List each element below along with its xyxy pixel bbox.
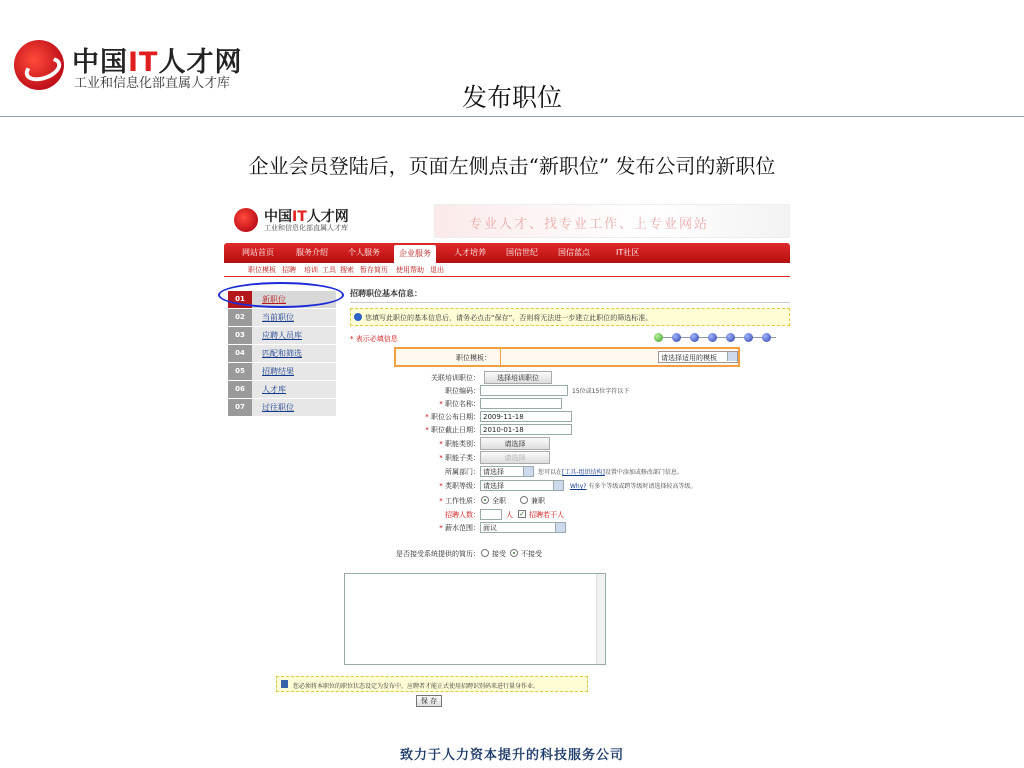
site-logo-name: 中国IT人才网	[264, 209, 349, 225]
sidebar-item-label: 应聘人员库	[262, 331, 302, 340]
nav-enterprise[interactable]: 企业服务	[394, 245, 436, 263]
deadline-label: 职位截止日期：	[431, 426, 480, 434]
subcategory-label: 职能子类：	[445, 454, 480, 462]
salary-select[interactable]: 面议	[480, 522, 566, 533]
level-hint: 有多个等级或跨等级时请选择较高等级。	[588, 483, 697, 490]
nav-services[interactable]: 服务介绍	[296, 248, 328, 257]
subnav-saved-resumes[interactable]: 暂存简历	[360, 266, 388, 274]
job-description-textarea[interactable]	[344, 573, 606, 665]
chevron-down-icon	[523, 467, 533, 476]
step-dot-icon	[762, 333, 771, 342]
reject-label: 不接受	[521, 550, 542, 558]
level-label: 类职等级：	[445, 482, 480, 490]
reject-radio[interactable]	[510, 549, 518, 557]
subnav-tools[interactable]: 工具	[322, 266, 336, 274]
system-resume-label: 是否接受系统提供的简历：	[396, 550, 480, 558]
site-logo-emblem-icon	[234, 208, 258, 232]
publish-date-input[interactable]: 2009-11-18	[480, 411, 572, 422]
subcategory-button[interactable]: 请选择	[480, 451, 550, 464]
why-link[interactable]: Why?	[570, 483, 587, 490]
sidebar-item-label: 当前职位	[262, 313, 294, 322]
chevron-down-icon	[727, 352, 737, 361]
fulltime-radio[interactable]	[481, 496, 489, 504]
subnav-help[interactable]: 使用帮助	[396, 266, 424, 274]
headcount-label: 招聘人数：	[445, 511, 480, 519]
nav-guoxin-landian[interactable]: 国信蓝点	[558, 248, 590, 257]
accept-label: 接受	[492, 550, 506, 558]
chevron-down-icon	[555, 523, 565, 532]
subnav-logout[interactable]: 退出	[430, 266, 444, 274]
slide-title: 发布职位	[461, 83, 562, 112]
headcount-unit: 人	[506, 511, 513, 519]
form-section-title: 招聘职位基本信息：	[350, 289, 422, 298]
logo-name: 中国IT人才网	[72, 47, 243, 78]
category-button[interactable]: 请选择	[480, 437, 550, 450]
training-label: 关联培训职位：	[431, 374, 480, 382]
code-hint: 15位或15位字符以下	[572, 388, 630, 395]
subnav-recruit[interactable]: 招聘	[282, 266, 296, 274]
nav-personal[interactable]: 个人服务	[348, 248, 380, 257]
parttime-radio[interactable]	[520, 496, 528, 504]
sidebar-item-current-jobs[interactable]: 02 当前职位	[228, 309, 336, 326]
sidebar-item-label: 匹配和筛选	[262, 349, 302, 358]
step-dot-icon	[744, 333, 753, 342]
job-name-input[interactable]	[480, 398, 562, 409]
org-structure-link[interactable]: [工具-组织结构]	[562, 469, 605, 476]
info-icon	[354, 313, 362, 321]
sidebar-item-results[interactable]: 05 招聘结果	[228, 363, 336, 380]
nav-training[interactable]: 人才培养	[454, 248, 486, 257]
site-logo-tagline: 工业和信息化部直属人才库	[264, 224, 348, 232]
sidebar-item-matching[interactable]: 04 匹配和筛选	[228, 345, 336, 362]
highlight-oval	[218, 282, 344, 308]
sidebar-item-talent-pool[interactable]: 06 人才库	[228, 381, 336, 398]
unlimited-headcount-checkbox[interactable]: ✓	[519, 510, 525, 518]
step-dot-icon	[708, 333, 717, 342]
subnav-search[interactable]: 搜索	[340, 266, 354, 274]
section-divider	[350, 302, 790, 303]
headcount-input[interactable]	[480, 509, 502, 520]
dept-select[interactable]: 请选择	[480, 466, 534, 477]
logo-tagline: 工业和信息化部直属人才库	[74, 76, 231, 91]
document-icon	[281, 680, 288, 688]
subnav-templates[interactable]: 职位模板	[248, 266, 276, 274]
progress-steps	[654, 333, 784, 343]
sidebar-item-applicants[interactable]: 03 应聘人员库	[228, 327, 336, 344]
salary-label: 薪水范围：	[445, 524, 480, 532]
select-training-button[interactable]: 选择培训职位	[484, 371, 552, 384]
nav-guoxin-century[interactable]: 国信世纪	[506, 248, 538, 257]
chevron-down-icon	[553, 481, 563, 490]
website-screenshot: 中国IT人才网 工业和信息化部直属人才库 专业人才、找专业工作、上专业网站 网站首页 服务介绍 个人服务 企业服务 人才培养 国信世纪 国信蓝点 IT社区 职位模板 招聘 培训 工具 搜索 暂存简历 使用帮助 退出 01 新职位 02 当前职位 03 应聘人员库 04 匹配和筛选 05 招聘结果 06 人才库 07 过往职位 招聘职位基本信息： 您填写此职位的基本信息后，请务必点击“保存”，否则将无法进一步建立此职位的筛选标准。 * 表示必填信息 职位模板： 请选择适用的模板 关联培训职位： 选择培训职位 职位编码： 15位或15位字符以下 * 职位名称： * 职位公布日期： 2009-11-18 * 职位截止日期： 2010-01-18 * 职能类别： 请选择 * 职能子类： 请选择 所属部门： 请选择 您可以在[工具-组织结构]设置中添加或修改部门信息。 * 类职等级： 请选择 Why? 有多个等级或跨等级时请选择较高等级。 * 工作性质： 全职 兼职 招聘人数： 人 ✓ 招聘若干人 * 薪水范围： 面议 是否接受系统提供的简历： 接受 不接受 您必须将本职位的职位状态设定为发布中，应聘者才能正式使用招聘识别码来进行量身作业。 保 存	[214, 198, 804, 708]
code-label: 职位编码：	[445, 387, 480, 395]
save-button[interactable]: 保 存	[416, 695, 442, 707]
name-label: 职位名称：	[445, 400, 480, 408]
slide-subtitle: 企业会员登陆后，页面左侧点击“新职位” 发布公司的新职位	[248, 154, 776, 178]
main-nav	[224, 243, 790, 263]
save-notice: 您填写此职位的基本信息后，请务必点击“保存”，否则将无法进一步建立此职位的筛选标准。	[350, 308, 790, 326]
dept-hint: 您可以在[工具-组织结构]设置中添加或修改部门信息。	[538, 469, 683, 476]
template-row	[394, 347, 740, 367]
level-select[interactable]: 请选择	[480, 480, 564, 491]
publish-date-label: 职位公布日期：	[431, 413, 480, 421]
dept-label: 所属部门：	[445, 468, 480, 476]
step-dot-icon	[690, 333, 699, 342]
nav-it-community[interactable]: IT社区	[616, 248, 640, 257]
deadline-input[interactable]: 2010-01-18	[480, 424, 572, 435]
template-label: 职位模板：	[456, 354, 491, 362]
sidebar-item-past-jobs[interactable]: 07 过往职位	[228, 399, 336, 416]
status-notice: 您必须将本职位的职位状态设定为发布中，应聘者才能正式使用招聘识别码来进行量身作业。	[276, 676, 588, 692]
category-label: 职能类别：	[445, 440, 480, 448]
sidebar-item-label: 新职位	[262, 295, 286, 304]
template-select[interactable]: 请选择适用的模板	[658, 351, 738, 363]
step-dot-icon	[726, 333, 735, 342]
sidebar-item-label: 招聘结果	[262, 367, 294, 376]
worktype-label: 工作性质：	[445, 497, 480, 505]
subnav-training[interactable]: 培训	[304, 266, 318, 274]
unlimited-headcount-label: 招聘若干人	[529, 511, 564, 519]
sidebar-item-label: 过往职位	[262, 403, 294, 412]
step-dot-icon	[672, 333, 681, 342]
sidebar-item-label: 人才库	[262, 385, 286, 394]
accept-radio[interactable]	[481, 549, 489, 557]
sub-nav	[224, 263, 790, 277]
job-code-input[interactable]	[480, 385, 568, 396]
fulltime-label: 全职	[492, 497, 506, 505]
sidebar-item-new-job[interactable]: 01 新职位	[228, 291, 336, 308]
scrollbar[interactable]	[596, 574, 605, 664]
step-dot-icon	[654, 333, 663, 342]
site-logo[interactable]	[234, 206, 414, 236]
title-divider	[0, 116, 1024, 117]
nav-home[interactable]: 网站首页	[242, 248, 274, 257]
sidebar	[228, 291, 336, 417]
parttime-label: 兼职	[531, 497, 545, 505]
site-banner: 专业人才、找专业工作、上专业网站	[434, 204, 790, 238]
slide-footer: 致力于人力资本提升的科技服务公司	[399, 748, 624, 763]
required-note: * 表示必填信息	[350, 335, 398, 343]
